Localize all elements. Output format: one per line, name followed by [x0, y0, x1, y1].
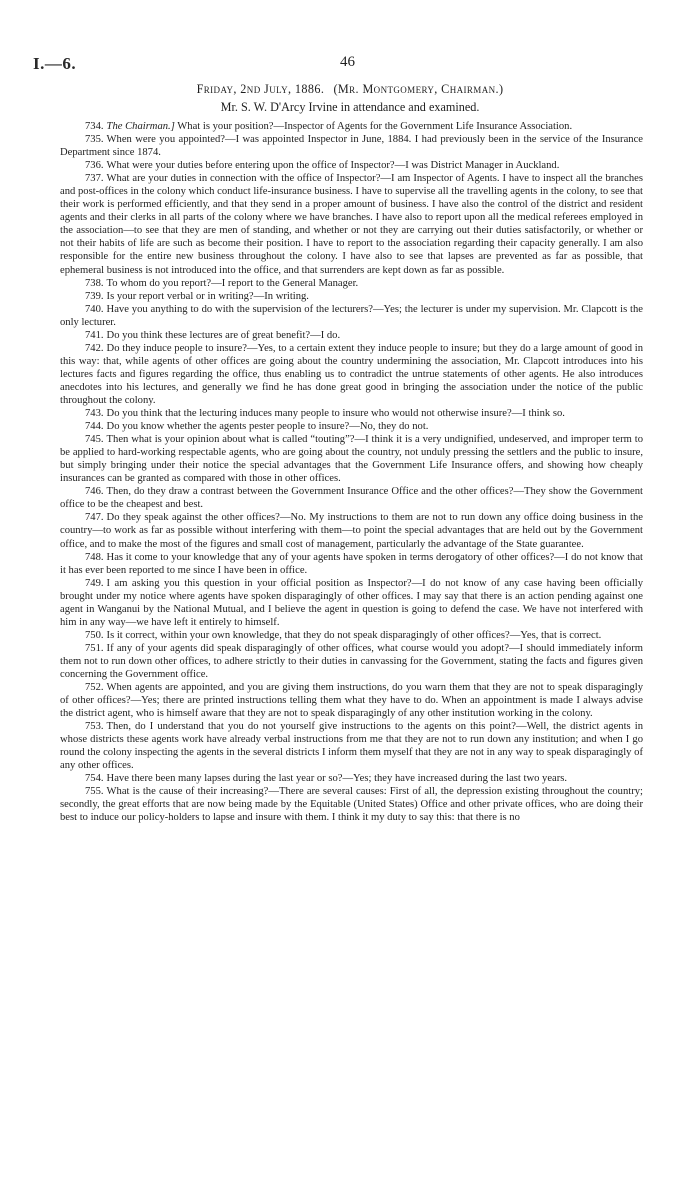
question-number: 745. — [85, 434, 104, 446]
question-number: 749. — [85, 577, 104, 589]
question-answer-text: Do they induce people to insure?—Yes, to a certain extent they induce people to insure; but they do a large amount of good in this way: that, while agents of other offices are going about the country undermining the association, Mr. Clapcott introduces into his lectures facts and figures regarding the office, thus enabling us to contradict the untrue statements of other agents. He also introduces anecdotes into his lectures, and generally we find he has done great good in bringing the association under the notice of the public throughout the colony. — [60, 342, 643, 406]
question-answer-text: Do you know whether the agents pester people to insure?—No, they do not. — [106, 421, 429, 433]
question-answer-text: Is your report verbal or in writing?—In writing. — [106, 290, 309, 302]
evidence-entry — [60, 303, 643, 329]
question-answer-text: To whom do you report?—I report to the General Manager. — [106, 277, 359, 289]
evidence-entry — [60, 629, 643, 642]
evidence-entry — [60, 772, 643, 785]
evidence-entry — [60, 342, 643, 407]
question-number: 751. — [85, 642, 104, 654]
evidence-entry — [60, 720, 643, 772]
question-number: 742. — [85, 342, 104, 354]
question-answer-text: What is the cause of their increasing?—There are several causes: First of all, the depression existing throughout the country; secondly, the great efforts that are now being made by the Equitable (United States) Office and other private offices, who are doing their best to induce our policy-holders to lapse and insure with them. I think it my duty to say this: that there is no — [60, 786, 643, 824]
question-answer-text: Do you think these lectures are of great benefit?—I do. — [106, 329, 341, 341]
evidence-entry — [60, 133, 643, 159]
question-answer-text: Do you think that the lecturing induces many people to insure who would not otherwise insure?—I think so. — [106, 408, 565, 420]
question-number: 753. — [85, 721, 104, 733]
evidence-entry — [60, 551, 643, 577]
speaker-label: The Chairman.] — [106, 121, 175, 132]
evidence-entry — [60, 172, 643, 276]
question-answer-text: Then what is your opinion about what is called “touting”?—I think it is a very undignified, undeserved, and improper term to be applied to hard-working respectable agents, who are going about the country, not unduly pressing the settlers and the public to insure, but simply bringing under their notice the special advantages that the Government Life Insurance offers, and showing how cheaply insurances can be granted as compared with those in other offices. — [60, 434, 643, 485]
question-number: 747. — [85, 512, 104, 524]
witness-heading: Mr. S. W. D'Arcy Irvine in attendance and examined. — [220, 100, 480, 114]
evidence-entry — [60, 329, 643, 342]
question-number: 752. — [85, 682, 104, 694]
question-number: 735. — [85, 134, 104, 146]
question-answer-text: Have there been many lapses during the last year or so?—Yes; they have increased during the last two years. — [106, 773, 568, 785]
evidence-entry — [60, 785, 643, 824]
question-number: 737. — [85, 173, 104, 185]
evidence-entry — [60, 159, 643, 172]
question-number: 754. — [85, 773, 104, 785]
question-answer-text: Do they speak against the other offices?—No. My instructions to them are not to run down any office doing business in the country—to work as far as possible without interfering with them—to point the special advantages that are held out by the Government office, and to make the most of the figures and small cost of management, particularly the advantage of the State guarantee. — [60, 512, 643, 550]
question-answer-text: Is it correct, within your own knowledge, that they do not speak disparagingly of other offices?—Yes, that is correct. — [106, 629, 602, 641]
question-answer-text: If any of your agents did speak disparagingly of other offices, what course would you adopt?—I should immediately inform them not to run down other offices, to adhere strictly to their duties in canvassing for the Government, stating the facts and figures given concerning the Government office. — [60, 642, 643, 680]
question-answer-text: What were your duties before entering upon the office of Inspector?—I was District Manager in Auckland. — [106, 160, 560, 172]
evidence-entry — [60, 642, 643, 681]
question-number: 739. — [85, 290, 104, 302]
question-number: 748. — [85, 551, 104, 563]
question-answer-text: What are your duties in connection with the office of Inspector?—I am Inspector of Agents. I have to inspect all the branches and post-offices in the colony which conduct life-insurance business. I have to supervise all the travelling agents in the colony, to see that their work is performed efficiently, and that they send in a proper amount of business. I have also the control of the district and resident agents and their clerks in all parts of the colony where we have branches. I have also to report upon all the medical referees employed in the association—to see that they are men of standing, and whether or not they are carrying out their duties satisfactorily, or whether or not their habits of life are such as become their position. I have to report to the association regarding their capacity generally. I am also responsible for the entire new business throughout the colony. I have also to see that lapses are prevented as far as possible, that ephemeral business is not introduced into the office, and that surrenders are kept down as far as possible. — [60, 173, 643, 276]
session-heading — [0, 82, 700, 97]
question-number: 744. — [85, 421, 104, 433]
question-number: 746. — [85, 486, 104, 498]
evidence-entry — [60, 577, 643, 629]
question-answer-text: Have you anything to do with the supervision of the lecturers?—Yes; the lecturer is under my supervision. Mr. Clapcott is the only lecturer. — [60, 303, 643, 328]
question-number: 740. — [85, 303, 104, 315]
question-number: 734. — [85, 121, 104, 132]
session-date: Friday, 2nd July, 1886. — [196, 82, 325, 96]
question-answer-text: Then, do I understand that you do not yourself give instructions to the agents on this point?—Well, the district agents in whose districts these agents work have already verbal instructions from me that they are not to run down any institution; and when I go round the colony inspecting the agents in the several districts I inform them myself that they are not in any way to speak disparagingly of any other offices. — [60, 721, 643, 772]
question-answer-text: When were you appointed?—I was appointed Inspector in June, 1884. I had previously been in the service of the Insurance Department since 1874. — [60, 134, 643, 159]
question-number: 736. — [85, 160, 104, 172]
evidence-entry — [60, 433, 643, 485]
question-answer-text: Has it come to your knowledge that any of your agents have spoken in terms derogatory of other offices?—I do not know that it has ever been reported to me since I have been in office. — [60, 551, 643, 576]
question-answer-text: What is your position?—Inspector of Agents for the Government Life Insurance Association. — [177, 121, 573, 132]
evidence-entry — [60, 485, 643, 511]
evidence-entry — [60, 290, 643, 303]
page-number: 46 — [340, 54, 355, 70]
question-number: 741. — [85, 329, 104, 341]
evidence-entry — [60, 420, 643, 433]
question-number: 755. — [85, 786, 104, 798]
evidence-entry — [60, 120, 643, 133]
session-chairman: (Mr. Montgomery, Chairman.) — [333, 82, 504, 96]
question-answer-text: I am asking you this question in your official position as Inspector?—I do not know of any case having been officially brought under my notice where agents have spoken disparagingly of other offices. I may say that there is an action pending against one agent in Wanganui by the National Mutual, and I believe the agent in question is going to defend the case. We have not interfered with him in any way—we have left it entirely to himself. — [60, 577, 643, 628]
question-number: 743. — [85, 408, 104, 420]
question-number: 738. — [85, 277, 104, 289]
evidence-entry — [60, 511, 643, 550]
question-answer-text: When agents are appointed, and you are giving them instructions, do you warn them that they are not to speak disparagingly of other offices?—Yes; there are printed instructions telling them what they have to do. When an appointment is made I always advise the district agent, who is himself aware that they are not to speak disparagingly of any other institution working in the colony. — [60, 682, 643, 720]
evidence-entry — [60, 407, 643, 420]
question-answer-text: Then, do they draw a contrast between the Government Insurance Office and the other offices?—They show the Government office to be the cheapest and best. — [60, 486, 643, 511]
evidence-entry — [60, 277, 643, 290]
question-number: 750. — [85, 629, 104, 641]
evidence-body — [60, 120, 643, 825]
evidence-entry — [60, 681, 643, 720]
parliamentary-paper-reference: I.—6. — [33, 54, 77, 73]
